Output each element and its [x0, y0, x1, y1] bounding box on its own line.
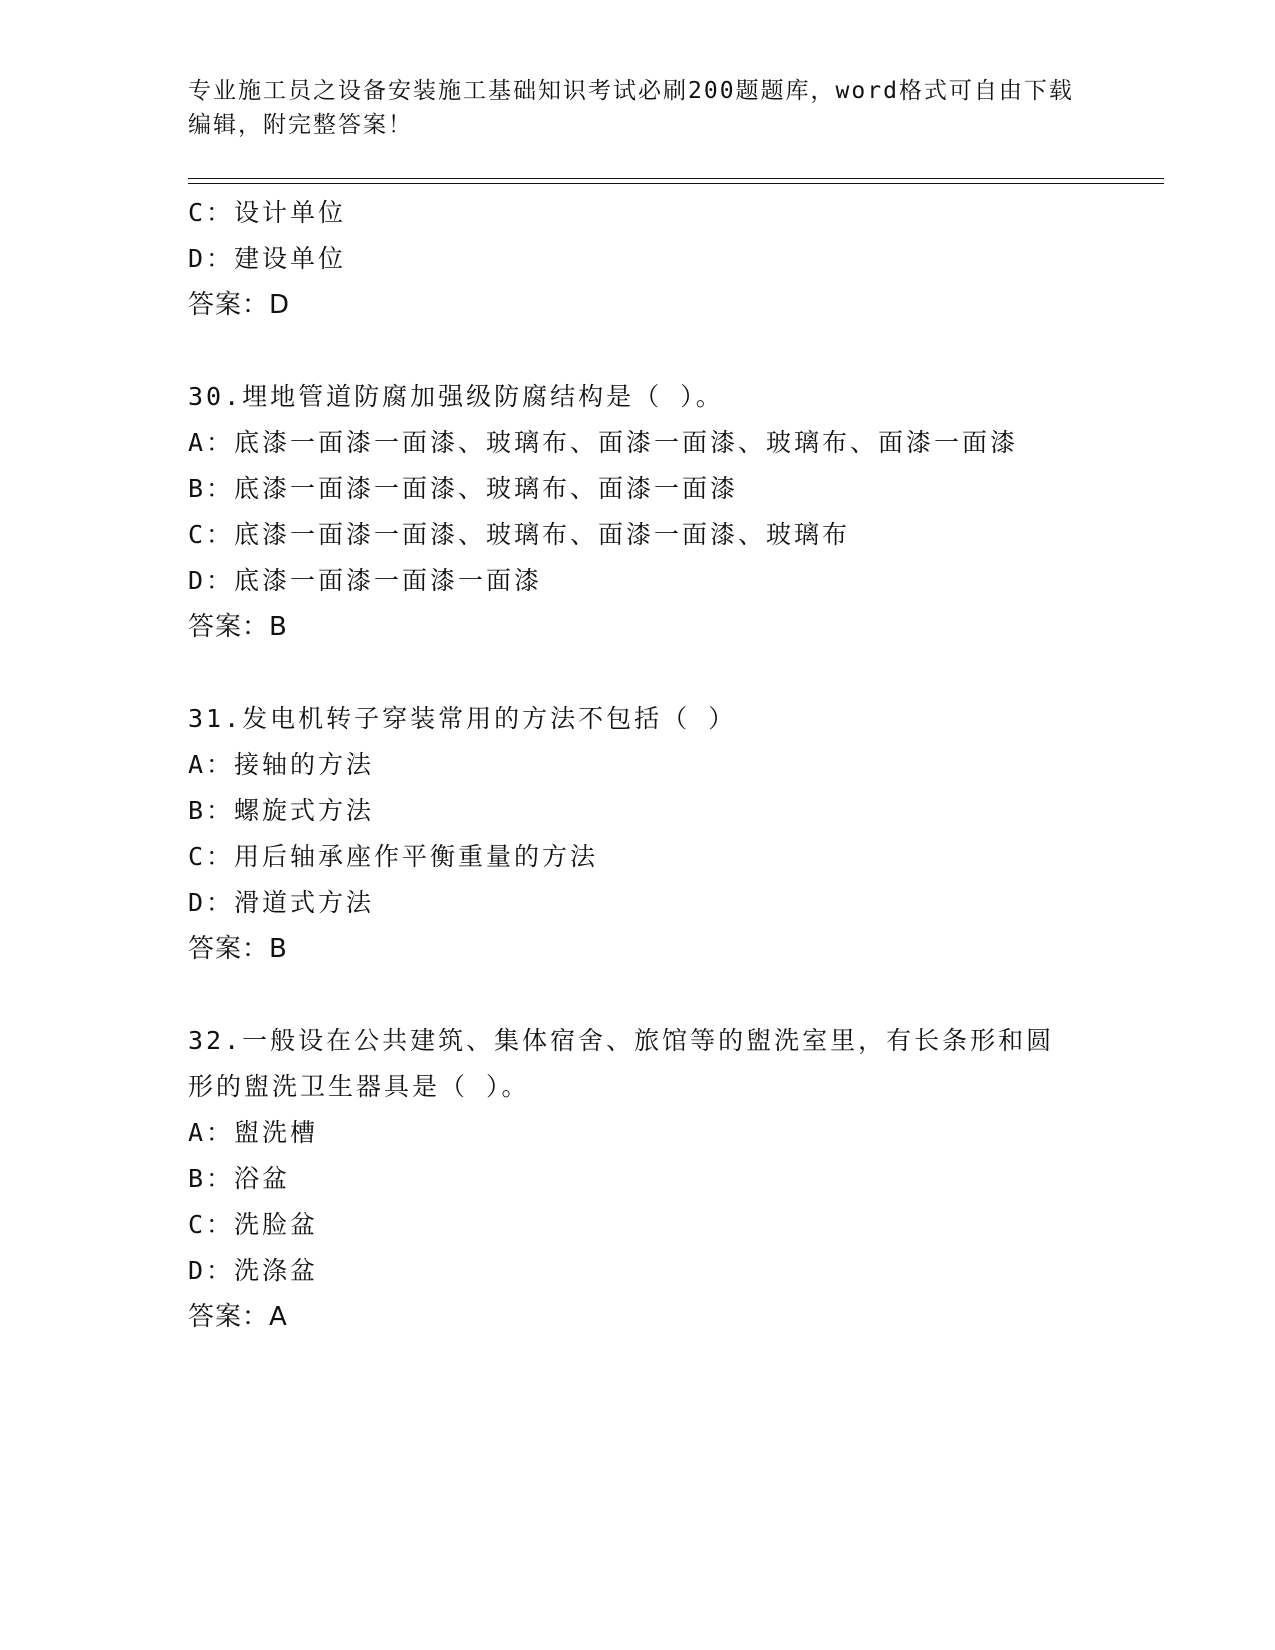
header-divider-bottom	[188, 183, 1164, 184]
option-a: A：接轴的方法	[188, 750, 375, 779]
question-30	[188, 374, 1148, 650]
spacer	[188, 650, 1148, 696]
question-32	[188, 1018, 1148, 1340]
question-stem-line-2: 形的盥洗卫生器具是（ ）。	[188, 1072, 530, 1101]
question-stem: 31.发电机转子穿装常用的方法不包括（ ）	[188, 704, 737, 733]
spacer	[188, 972, 1148, 1018]
answer: 答案：B	[188, 612, 288, 642]
option-a: A：盥洗槽	[188, 1118, 319, 1147]
option-d: D：底漆一面漆一面漆一面漆	[188, 566, 543, 595]
question-stem-line-1: 32.一般设在公共建筑、集体宿舍、旅馆等的盥洗室里，有长条形和圆	[188, 1026, 1055, 1055]
option-d: D：洗涤盆	[188, 1256, 319, 1285]
spacer	[188, 328, 1148, 374]
answer: 答案：D	[188, 290, 291, 320]
header-line-1: 专业施工员之设备安装施工基础知识考试必刷200题题库，word格式可自由下载	[188, 78, 1074, 104]
option-b: B：螺旋式方法	[188, 796, 375, 825]
option-c: C：用后轴承座作平衡重量的方法	[188, 842, 599, 871]
document-header	[188, 74, 1088, 142]
option-d: D：建设单位	[188, 244, 347, 273]
prev-question	[188, 190, 1148, 328]
option-c: C：设计单位	[188, 198, 347, 227]
answer: 答案：B	[188, 934, 288, 964]
question-stem: 30.埋地管道防腐加强级防腐结构是（ ）。	[188, 382, 724, 411]
question-list	[188, 190, 1148, 1340]
option-b: B：底漆一面漆一面漆、玻璃布、面漆一面漆	[188, 474, 739, 503]
header-divider-top	[188, 178, 1164, 179]
option-c: C：洗脸盆	[188, 1210, 319, 1239]
header-line-2: 编辑，附完整答案！	[188, 112, 413, 138]
question-31	[188, 696, 1148, 972]
option-d: D：滑道式方法	[188, 888, 375, 917]
option-a: A：底漆一面漆一面漆、玻璃布、面漆一面漆、玻璃布、面漆一面漆	[188, 428, 1019, 457]
option-c: C：底漆一面漆一面漆、玻璃布、面漆一面漆、玻璃布	[188, 520, 851, 549]
option-b: B：浴盆	[188, 1164, 291, 1193]
answer: 答案：A	[188, 1302, 288, 1332]
